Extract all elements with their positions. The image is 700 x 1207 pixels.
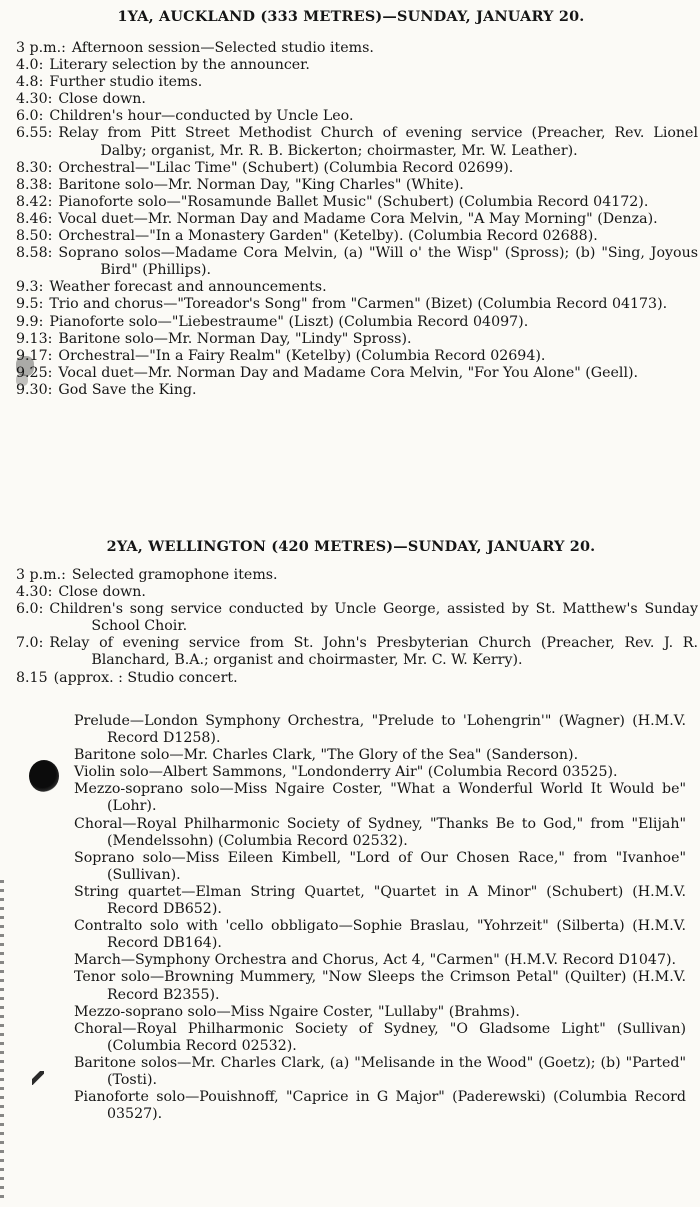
program-item: Pianoforte solo—Pouishnoff, "Caprice in G Major" (Paderewski) (Columbia Record 03527). xyxy=(74,1089,686,1123)
entry-description: Further studio items. xyxy=(49,74,203,91)
schedule-entry xyxy=(16,279,698,296)
schedule-entry xyxy=(16,177,698,194)
entry-time: 6.0: xyxy=(16,601,44,618)
entry-time: 9.3: xyxy=(16,279,44,296)
program-item: Mezzo-soprano solo—Miss Ngaire Coster, "What a Wonderful World It Would be" (Lohr). xyxy=(74,781,686,815)
schedule-entry xyxy=(16,601,698,635)
entry-time: 6.55: xyxy=(16,125,53,142)
entry-description: Orchestral—"Lilac Time" (Schubert) (Columbia Record 02699). xyxy=(58,159,514,176)
entry-time: 9.9: xyxy=(16,313,44,330)
entry-time: 8.15 xyxy=(16,669,48,686)
entry-time: 8.30: xyxy=(16,159,53,176)
schedule-entry xyxy=(16,670,698,687)
section-heading-auckland: 1YA, AUCKLAND (333 METRES)—SUNDAY, JANUARY 20. xyxy=(117,8,585,25)
entry-description: Children's hour—conducted by Uncle Leo. xyxy=(49,108,354,125)
schedule-entry xyxy=(16,365,698,382)
ink-smudge xyxy=(16,356,34,376)
entry-time: 6.0: xyxy=(16,108,44,125)
entry-time: 3 p.m.: xyxy=(16,567,66,583)
schedule-entry xyxy=(16,348,698,365)
entry-description: Afternoon session—Selected studio items. xyxy=(71,40,374,56)
entry-description: Selected gramophone items. xyxy=(71,567,278,583)
entry-time: 8.46: xyxy=(16,210,53,227)
auckland-schedule xyxy=(16,40,698,399)
entry-time: 9.13: xyxy=(16,330,53,347)
entry-time: 9.25: xyxy=(16,364,53,381)
program-item: Baritone solo—Mr. Charles Clark, "The Glory of the Sea" (Sanderson). xyxy=(74,747,579,764)
schedule-entry xyxy=(16,567,698,584)
program-item: Mezzo-soprano solo—Miss Ngaire Coster, "Lullaby" (Brahms). xyxy=(74,1003,520,1020)
entry-description: Baritone solo—Mr. Norman Day, "Lindy" Spross). xyxy=(58,330,412,347)
program-item: Violin solo—Albert Sammons, "Londonderry Air" (Columbia Record 03525). xyxy=(74,764,618,781)
schedule-entry xyxy=(16,245,698,279)
entry-time: 9.17: xyxy=(16,347,53,364)
schedule-entry xyxy=(16,635,698,669)
entry-description: Relay from Pitt Street Methodist Church of evening service (Preacher, Rev. Lionel Dalby; organist, Mr. R. B. Bickerton; choirmaster, Mr. W. Leather). xyxy=(58,125,698,159)
page-edge-binding xyxy=(0,880,4,1200)
entry-description: Vocal duet—Mr. Norman Day and Madame Cora Melvin, "A May Morning" (Denza). xyxy=(58,210,658,227)
entry-time: 8.58: xyxy=(16,245,53,262)
schedule-entry xyxy=(16,108,698,125)
program-item: Choral—Royal Philharmonic Society of Sydney, "O Gladsome Light" (Sullivan) (Columbia Record 02532). xyxy=(74,1020,686,1054)
schedule-entry xyxy=(16,331,698,348)
program-item: Prelude—London Symphony Orchestra, "Prelude to 'Lohengrin'" (Wagner) (H.M.V. Record D1258). xyxy=(74,713,686,747)
entry-description: Orchestral—"In a Monastery Garden" (Ketelby). (Columbia Record 02688). xyxy=(58,228,598,245)
schedule-entry xyxy=(16,314,698,331)
entry-description: Soprano solos—Madame Cora Melvin, (a) "Will o' the Wisp" (Spross); (b) "Sing, Joyous Bird" (Phillips). xyxy=(58,245,698,279)
entry-time: 4.0: xyxy=(16,57,44,74)
schedule-entry xyxy=(16,296,698,313)
entry-time: 4.30: xyxy=(16,584,53,601)
entry-description: Close down. xyxy=(58,91,146,108)
program-item: March—Symphony Orchestra and Chorus, Act 4, "Carmen" (H.M.V. Record D1047). xyxy=(74,952,677,969)
entry-description: Pianoforte solo—"Liebestraume" (Liszt) (Columbia Record 04097). xyxy=(49,313,529,330)
ink-mark xyxy=(32,1071,44,1085)
program-item: Contralto solo with 'cello obbligato—Sophie Braslau, "Yohrzeit" (Silberta) (H.M.V. Record DB164). xyxy=(74,918,686,952)
entry-description: Baritone solo—Mr. Norman Day, "King Charles" (White). xyxy=(58,176,464,193)
entry-description: Weather forecast and announcements. xyxy=(49,279,327,296)
schedule-entry xyxy=(16,211,698,228)
wellington-schedule xyxy=(16,567,698,687)
entry-description: Pianoforte solo—"Rosamunde Ballet Music" (Schubert) (Columbia Record 04172). xyxy=(58,193,649,210)
program-item: Soprano solo—Miss Eileen Kimbell, "Lord of Our Chosen Race," from "Ivanhoe" (Sullivan). xyxy=(74,849,686,883)
entry-description: Orchestral—"In a Fairy Realm" (Ketelby) (Columbia Record 02694). xyxy=(58,347,546,364)
entry-description: Children's song service conducted by Uncle George, assisted by St. Matthew's Sunday School Choir. xyxy=(49,601,698,635)
schedule-entry xyxy=(16,91,698,108)
ink-blot xyxy=(29,760,59,792)
schedule-entry xyxy=(16,228,698,245)
entry-description: God Save the King. xyxy=(58,381,197,398)
entry-description: Relay of evening service from St. John's Presbyterian Church (Preacher, Rev. J. R. Blanchard, B.A.; organist and choirmaster, Mr. C. W. Kerry). xyxy=(49,635,698,669)
program-item: Choral—Royal Philharmonic Society of Sydney, "Thanks Be to God," from "Elijah" (Mendelssohn) (Columbia Record 02532). xyxy=(74,815,686,849)
ink-smudge xyxy=(16,374,28,386)
program-item: String quartet—Elman String Quartet, "Quartet in A Minor" (Schubert) (H.M.V. Record DB652). xyxy=(74,883,686,918)
entry-description: Vocal duet—Mr. Norman Day and Madame Cora Melvin, "For You Alone" (Geell). xyxy=(58,364,639,381)
entry-time: 4.30: xyxy=(16,91,53,108)
schedule-entry xyxy=(16,160,698,177)
entry-time: 9.30: xyxy=(16,381,53,398)
entry-description: Trio and chorus—"Toreador's Song" from "Carmen" (Bizet) (Columbia Record 04173). xyxy=(49,296,668,313)
entry-time: 3 p.m.: xyxy=(16,40,66,56)
entry-time: 8.38: xyxy=(16,176,53,193)
schedule-entry xyxy=(16,40,698,57)
entry-time: 4.8: xyxy=(16,74,44,91)
schedule-entry xyxy=(16,57,698,74)
entry-time: 9.5: xyxy=(16,296,44,313)
section-heading-wellington: 2YA, WELLINGTON (420 METRES)—SUNDAY, JANUARY 20. xyxy=(106,538,596,555)
entry-description: (approx. : Studio concert. xyxy=(53,669,238,686)
schedule-entry xyxy=(16,125,698,159)
entry-time: 8.50: xyxy=(16,228,53,245)
program-item: Baritone solos—Mr. Charles Clark, (a) "Melisande in the Wood" (Goetz); (b) "Parted" (Tosti). xyxy=(74,1054,686,1088)
program-item: Tenor solo—Browning Mummery, "Now Sleeps the Crimson Petal" (Quilter) (H.M.V. Record B2355). xyxy=(74,969,686,1003)
schedule-entry xyxy=(16,194,698,211)
entry-description: Close down. xyxy=(58,584,146,601)
schedule-entry xyxy=(16,382,698,399)
entry-time: 7.0: xyxy=(16,635,44,652)
entry-time: 8.42: xyxy=(16,193,53,210)
schedule-entry xyxy=(16,584,698,601)
studio-concert-program xyxy=(74,713,686,1123)
schedule-entry xyxy=(16,74,698,91)
entry-description: Literary selection by the announcer. xyxy=(49,57,310,74)
